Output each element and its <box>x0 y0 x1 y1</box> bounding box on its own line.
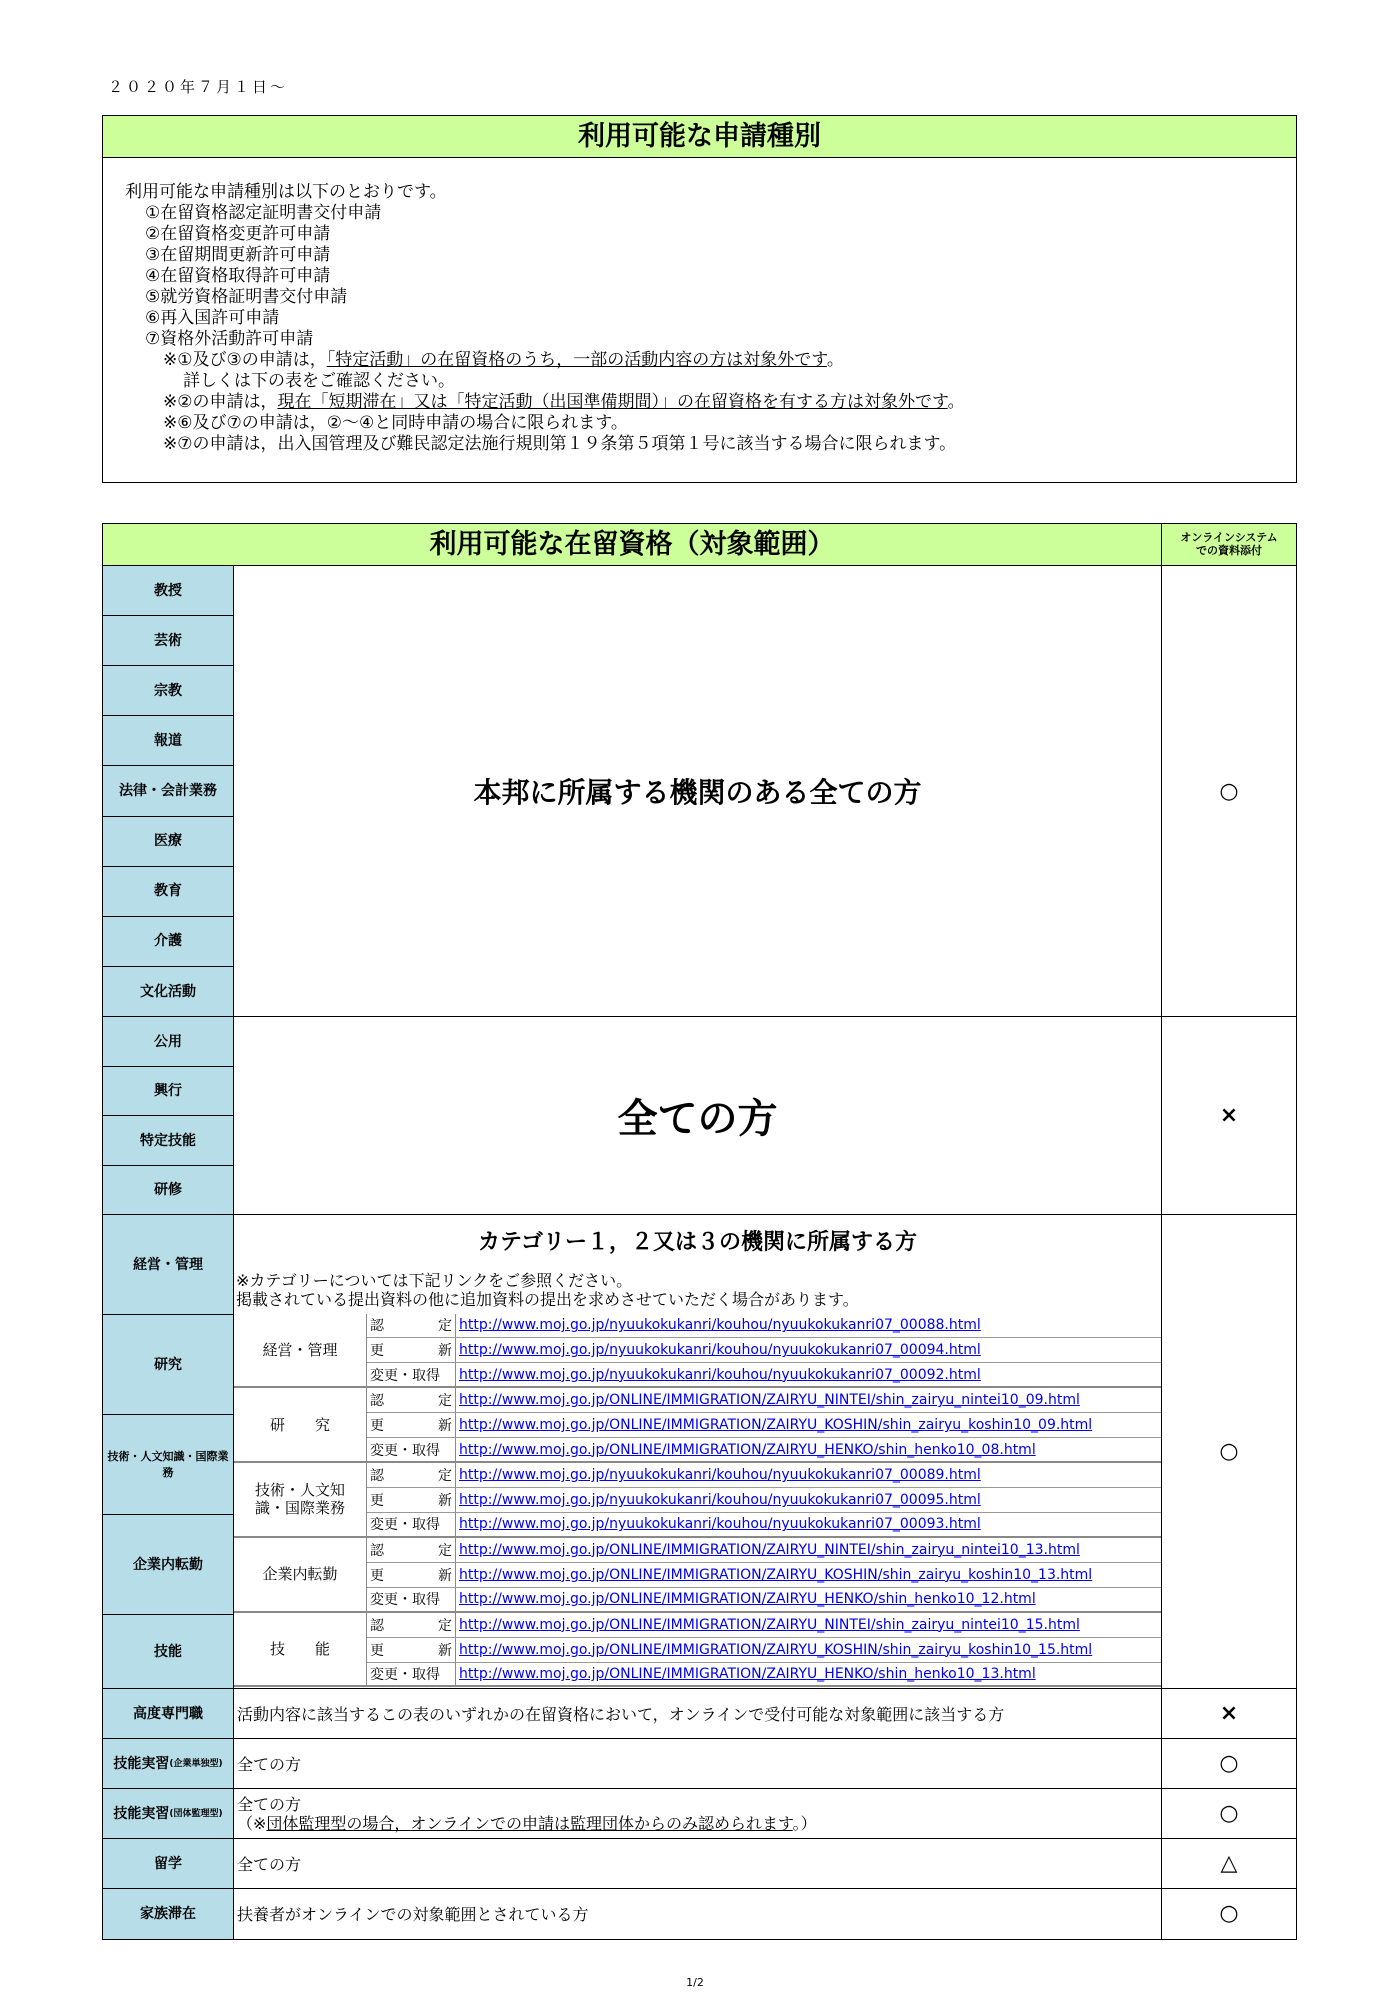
application-type-item: ①在留資格認定証明書交付申請 <box>145 203 382 223</box>
status-label: 文化活動 <box>102 966 234 1018</box>
online-mark: × <box>1161 1688 1297 1740</box>
status-label: 企業内転勤 <box>102 1514 234 1616</box>
application-types-list <box>125 182 965 455</box>
online-mark: ○ <box>1161 1214 1297 1690</box>
link-row <box>367 1663 1161 1688</box>
link-row <box>367 1463 1161 1488</box>
status-label: 宗教 <box>102 665 234 717</box>
category-scope-cell <box>233 1214 1162 1690</box>
procedure-type: 認 定 <box>367 1613 456 1637</box>
procedure-type: 更 新 <box>367 1488 456 1512</box>
procedure-link[interactable]: http://www.moj.go.jp/nyuukokukanri/kouhou/nyuukokukanri07_00093.html <box>459 1516 981 1533</box>
status-label: 特定技能 <box>102 1115 234 1166</box>
application-type-item: ②在留資格変更許可申請 <box>145 224 331 244</box>
effective-date: ２０２０年７月１日～ <box>108 78 289 96</box>
status-label: 研究 <box>102 1314 234 1416</box>
application-type-item: ③在留期間更新許可申請 <box>145 245 331 265</box>
online-mark: × <box>1161 1016 1297 1216</box>
status-label: 芸術 <box>102 615 234 667</box>
status-table-title: 利用可能な在留資格（対象範囲） <box>102 523 1162 566</box>
scope-text: 活動内容に該当するこの表のいずれかの在留資格において，オンラインで受付可能な対象範囲に該当する方 <box>233 1688 1162 1740</box>
procedure-type: 認 定 <box>367 1463 456 1487</box>
procedure-link[interactable]: http://www.moj.go.jp/nyuukokukanri/kouhou/nyuukokukanri07_00089.html <box>459 1467 981 1484</box>
status-label: 高度専門職 <box>102 1688 234 1740</box>
scope-text: 全ての方 <box>233 1738 1162 1790</box>
link-row <box>367 1314 1161 1339</box>
status-label: 法律・会計業務 <box>102 765 234 817</box>
procedure-link[interactable]: http://www.moj.go.jp/ONLINE/IMMIGRATION/ZAIRYU_HENKO/shin_henko10_08.html <box>459 1441 1036 1458</box>
procedure-type: 変更・取得 <box>367 1513 456 1536</box>
link-row <box>367 1563 1161 1588</box>
application-type-item: ⑥再入国許可申請 <box>145 308 280 328</box>
subgroup-label: 技術・人文知識・国際業務 <box>234 1463 367 1538</box>
status-label: 公用 <box>102 1016 234 1067</box>
status-label: 介護 <box>102 916 234 968</box>
link-row <box>367 1413 1161 1438</box>
scope-text: 全ての方 （※団体監理型の場合，オンラインでの申請は監理団体からのみ認められます。） <box>233 1788 1162 1840</box>
application-types-section <box>102 115 1297 483</box>
section-title: 利用可能な申請種別 <box>103 116 1296 158</box>
procedure-link[interactable]: http://www.moj.go.jp/nyuukokukanri/kouhou/nyuukokukanri07_00092.html <box>459 1366 981 1383</box>
application-type-item: ④在留資格取得許可申請 <box>145 266 331 286</box>
procedure-type: 変更・取得 <box>367 1663 456 1686</box>
group-scope-text: 全ての方 <box>233 1016 1162 1216</box>
note: ※①及び③の申請は，「特定活動」の在留資格のうち，一部の活動内容の方は対象外です。 <box>163 350 844 370</box>
note: ※⑦の申請は，出入国管理及び難民認定法施行規則第１９条第５項第１号に該当する場合に限られます。 <box>163 434 957 454</box>
link-row <box>367 1438 1161 1463</box>
note: ※⑥及び⑦の申請は，②～④と同時申請の場合に限られます。 <box>163 413 628 433</box>
status-label: 技能実習 (企業単独型) <box>102 1738 234 1790</box>
subgroup-label: 技 能 <box>234 1613 367 1688</box>
application-type-item: ⑤就労資格証明書交付申請 <box>145 287 348 307</box>
procedure-link[interactable]: http://www.moj.go.jp/nyuukokukanri/kouhou/nyuukokukanri07_00095.html <box>459 1491 981 1508</box>
online-mark: ○ <box>1161 1888 1297 1940</box>
procedure-link[interactable]: http://www.moj.go.jp/ONLINE/IMMIGRATION/ZAIRYU_KOSHIN/shin_zairyu_koshin10_15.html <box>459 1641 1093 1658</box>
status-label: 留学 <box>102 1838 234 1890</box>
status-label: 研修 <box>102 1165 234 1216</box>
link-row <box>367 1338 1161 1363</box>
procedure-link[interactable]: http://www.moj.go.jp/ONLINE/IMMIGRATION/ZAIRYU_HENKO/shin_henko10_13.html <box>459 1666 1036 1683</box>
procedure-type: 変更・取得 <box>367 1588 456 1611</box>
link-row <box>367 1388 1161 1413</box>
status-label: 興行 <box>102 1066 234 1117</box>
procedure-link[interactable]: http://www.moj.go.jp/ONLINE/IMMIGRATION/ZAIRYU_HENKO/shin_henko10_12.html <box>459 1591 1036 1608</box>
link-row <box>367 1638 1161 1663</box>
online-mark: △ <box>1161 1838 1297 1890</box>
procedure-link[interactable]: http://www.moj.go.jp/ONLINE/IMMIGRATION/ZAIRYU_NINTEI/shin_zairyu_nintei10_09.html <box>459 1392 1080 1409</box>
procedure-link[interactable]: http://www.moj.go.jp/ONLINE/IMMIGRATION/ZAIRYU_NINTEI/shin_zairyu_nintei10_13.html <box>459 1541 1080 1558</box>
page-number: 1/2 <box>686 1976 704 1989</box>
link-row <box>367 1588 1161 1613</box>
application-type-item: ⑦資格外活動許可申請 <box>145 329 314 349</box>
intro-text: 利用可能な申請種別は以下のとおりです。 <box>125 182 447 202</box>
procedure-link[interactable]: http://www.moj.go.jp/ONLINE/IMMIGRATION/ZAIRYU_NINTEI/shin_zairyu_nintei10_15.html <box>459 1616 1080 1633</box>
link-row <box>367 1363 1161 1388</box>
link-row <box>367 1513 1161 1538</box>
procedure-link[interactable]: http://www.moj.go.jp/ONLINE/IMMIGRATION/ZAIRYU_KOSHIN/shin_zairyu_koshin10_13.html <box>459 1566 1093 1583</box>
procedure-type: 認 定 <box>367 1388 456 1412</box>
online-attachment-header: オンラインシステム での資料添付 <box>1161 523 1297 566</box>
procedure-type: 変更・取得 <box>367 1438 456 1461</box>
status-label: 経営・管理 <box>102 1214 234 1316</box>
procedure-type: 更 新 <box>367 1563 456 1587</box>
link-row <box>367 1613 1161 1638</box>
online-mark: ○ <box>1161 565 1297 1018</box>
note: 詳しくは下の表をご確認ください。 <box>183 371 455 391</box>
status-label: 医療 <box>102 816 234 868</box>
note: ※②の申請は，現在「短期滞在」又は「特定活動（出国準備期間）」の在留資格を有する方は対象外です。 <box>163 392 965 412</box>
procedure-type: 更 新 <box>367 1338 456 1362</box>
procedure-link[interactable]: http://www.moj.go.jp/nyuukokukanri/kouhou/nyuukokukanri07_00088.html <box>459 1317 981 1334</box>
procedure-link[interactable]: http://www.moj.go.jp/ONLINE/IMMIGRATION/ZAIRYU_KOSHIN/shin_zairyu_koshin10_09.html <box>459 1417 1093 1434</box>
scope-text: 全ての方 <box>233 1838 1162 1890</box>
category-heading: カテゴリー１，２又は３の機関に所属する方 <box>477 1230 918 1255</box>
status-label: 報道 <box>102 715 234 767</box>
subgroup-label: 経営・管理 <box>234 1314 367 1389</box>
procedure-type: 更 新 <box>367 1413 456 1437</box>
status-label: 家族滞在 <box>102 1888 234 1940</box>
group-scope-text: 本邦に所属する機関のある全ての方 <box>233 565 1162 1018</box>
subgroup-label: 企業内転勤 <box>234 1538 367 1613</box>
procedure-type: 変更・取得 <box>367 1363 456 1386</box>
online-mark: ○ <box>1161 1788 1297 1840</box>
online-mark: ○ <box>1161 1738 1297 1790</box>
subgroup-label: 研 究 <box>234 1388 367 1463</box>
procedure-link[interactable]: http://www.moj.go.jp/nyuukokukanri/kouhou/nyuukokukanri07_00094.html <box>459 1342 981 1359</box>
status-label: 教授 <box>102 565 234 617</box>
status-label: 技能実習 (団体監理型) <box>102 1788 234 1840</box>
scope-text: 扶養者がオンラインでの対象範囲とされている方 <box>233 1888 1162 1940</box>
link-row <box>367 1538 1161 1563</box>
link-row <box>367 1488 1161 1513</box>
status-label: 技術・人文知識・国際業務 <box>102 1414 234 1516</box>
category-note: ※カテゴリーについては下記リンクをご参照ください。 掲載されている提出資料の他に追加資料の提出を求めさせていただく場合があります。 <box>236 1271 859 1309</box>
status-label: 教育 <box>102 866 234 918</box>
procedure-type: 更 新 <box>367 1638 456 1662</box>
procedure-type: 認 定 <box>367 1314 456 1338</box>
status-label: 技能 <box>102 1614 234 1690</box>
procedure-type: 認 定 <box>367 1538 456 1562</box>
